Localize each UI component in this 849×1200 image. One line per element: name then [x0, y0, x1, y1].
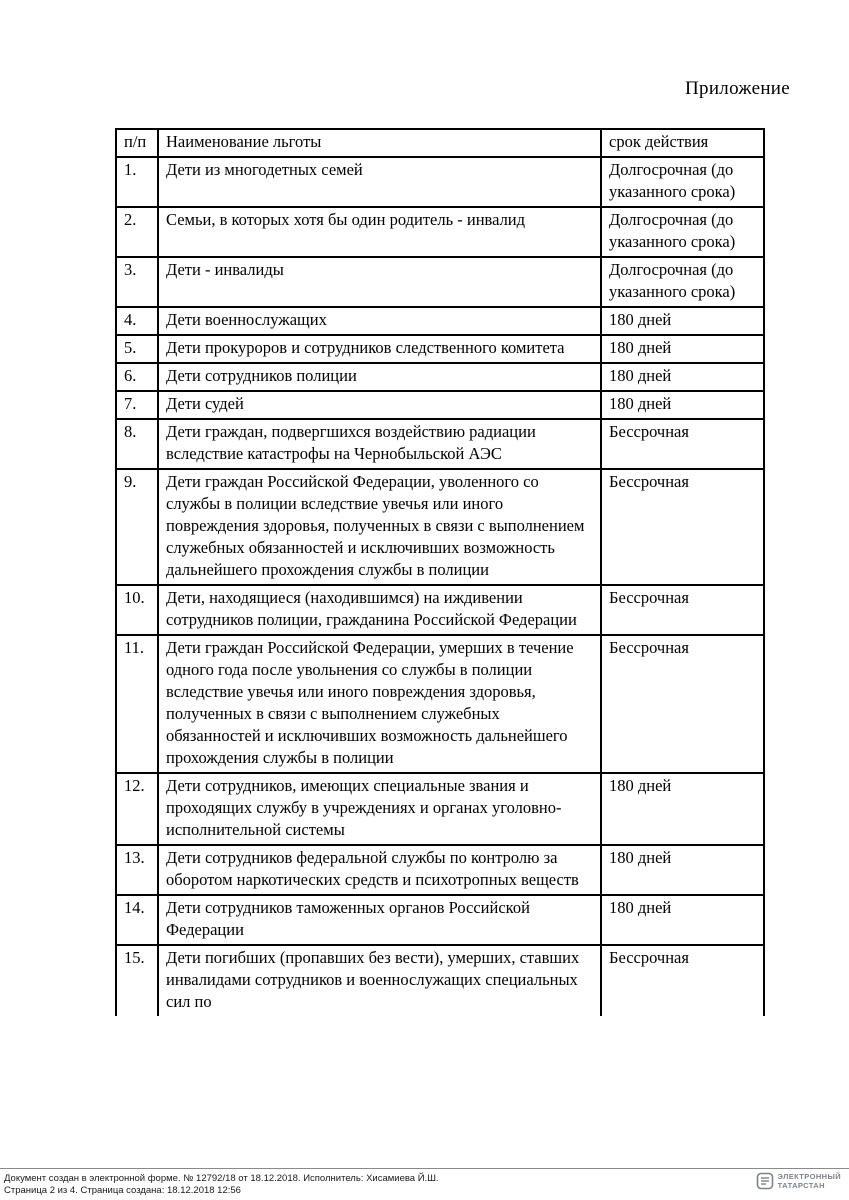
benefit-term: 180 дней [601, 845, 764, 895]
table-header-row [116, 129, 764, 157]
benefit-term: 180 дней [601, 335, 764, 363]
benefit-name: Дети сотрудников таможенных органов Российской Федерации [158, 895, 601, 945]
benefit-name: Дети, находящиеся (находившимся) на иждивении сотрудников полиции, гражданина Российской Федерации [158, 585, 601, 635]
table-row [116, 845, 764, 895]
row-number: 10. [116, 585, 158, 635]
benefit-term: Долгосрочная (до указанного срока) [601, 157, 764, 207]
table-row [116, 363, 764, 391]
table-row [116, 207, 764, 257]
benefit-name: Дети судей [158, 391, 601, 419]
footer-info [4, 1173, 439, 1197]
row-number: 7. [116, 391, 158, 419]
row-number: 6. [116, 363, 158, 391]
table-row [116, 585, 764, 635]
table-row [116, 469, 764, 585]
footer-line-2: Страница 2 из 4. Страница создана: 18.12.2018 12:56 [4, 1185, 241, 1196]
row-number: 15. [116, 945, 158, 1016]
row-number: 3. [116, 257, 158, 307]
benefit-name: Дети граждан Российской Федерации, умерших в течение одного года после увольнения со службы в полиции вследствие увечья или иного повреждения здоровья, полученных в связи с выполнением служебных обязанностей и исключивших возможность дальнейшего прохождения службы в полиции [158, 635, 601, 773]
benefit-term: 180 дней [601, 895, 764, 945]
footer-divider [0, 1168, 849, 1169]
row-number: 8. [116, 419, 158, 469]
header-term: срок действия [601, 129, 764, 157]
benefit-name: Дети граждан, подвергшихся воздействию радиации вследствие катастрофы на Чернобыльской АЭС [158, 419, 601, 469]
benefit-name: Дети граждан Российской Федерации, уволенного со службы в полиции вследствие увечья или иного повреждения здоровья, полученных в связи с выполнением служебных обязанностей и исключивших возможность дальнейшего прохождения службы в полиции [158, 469, 601, 585]
electronic-tatarstan-logo [756, 1172, 841, 1190]
benefit-name: Дети из многодетных семей [158, 157, 601, 207]
row-number: 1. [116, 157, 158, 207]
row-number: 14. [116, 895, 158, 945]
page-title: Приложение [685, 78, 790, 99]
row-number: 2. [116, 207, 158, 257]
table-row [116, 307, 764, 335]
table-row [116, 773, 764, 845]
benefit-name: Дети сотрудников полиции [158, 363, 601, 391]
benefit-term: Бессрочная [601, 469, 764, 585]
row-number: 5. [116, 335, 158, 363]
table-row [116, 635, 764, 773]
logo-text-line2: ТАТАРСТАН [777, 1181, 825, 1190]
benefit-name: Дети прокуроров и сотрудников следственного комитета [158, 335, 601, 363]
header-benefit-name: Наименование льготы [158, 129, 601, 157]
benefit-name: Дети - инвалиды [158, 257, 601, 307]
row-number: 9. [116, 469, 158, 585]
benefit-name: Семьи, в которых хотя бы один родитель - инвалид [158, 207, 601, 257]
benefit-term: Долгосрочная (до указанного срока) [601, 257, 764, 307]
benefit-term: 180 дней [601, 363, 764, 391]
table-row [116, 391, 764, 419]
document-lines-icon [756, 1172, 774, 1190]
benefit-term: 180 дней [601, 773, 764, 845]
row-number: 4. [116, 307, 158, 335]
benefit-term: Бессрочная [601, 945, 764, 1016]
benefit-term: Бессрочная [601, 635, 764, 773]
table-row [116, 945, 764, 1016]
row-number: 11. [116, 635, 158, 773]
row-number: 13. [116, 845, 158, 895]
header-num: п/п [116, 129, 158, 157]
benefits-table [115, 128, 765, 1016]
benefit-term: Долгосрочная (до указанного срока) [601, 207, 764, 257]
table-row [116, 895, 764, 945]
benefit-term: 180 дней [601, 307, 764, 335]
benefit-name: Дети военнослужащих [158, 307, 601, 335]
table-row [116, 335, 764, 363]
benefit-name: Дети сотрудников федеральной службы по контролю за оборотом наркотических средств и психотропных веществ [158, 845, 601, 895]
table-row [116, 157, 764, 207]
benefit-term: Бессрочная [601, 419, 764, 469]
benefit-name: Дети погибших (пропавших без вести), умерших, ставших инвалидами сотрудников и военнослужащих специальных сил по [158, 945, 601, 1016]
benefit-name: Дети сотрудников, имеющих специальные звания и проходящих службу в учреждениях и органах уголовно-исполнительной системы [158, 773, 601, 845]
logo-text [778, 1172, 841, 1190]
table-row [116, 257, 764, 307]
footer-line-1: Документ создан в электронной форме. № 12792/18 от 18.12.2018. Исполнитель: Хисамиева Й.Ш. [4, 1173, 439, 1184]
benefit-term: 180 дней [601, 391, 764, 419]
row-number: 12. [116, 773, 158, 845]
benefit-term: Бессрочная [601, 585, 764, 635]
logo-text-line1: ЭЛЕКТРОННЫЙ [777, 1172, 841, 1181]
table-row [116, 419, 764, 469]
